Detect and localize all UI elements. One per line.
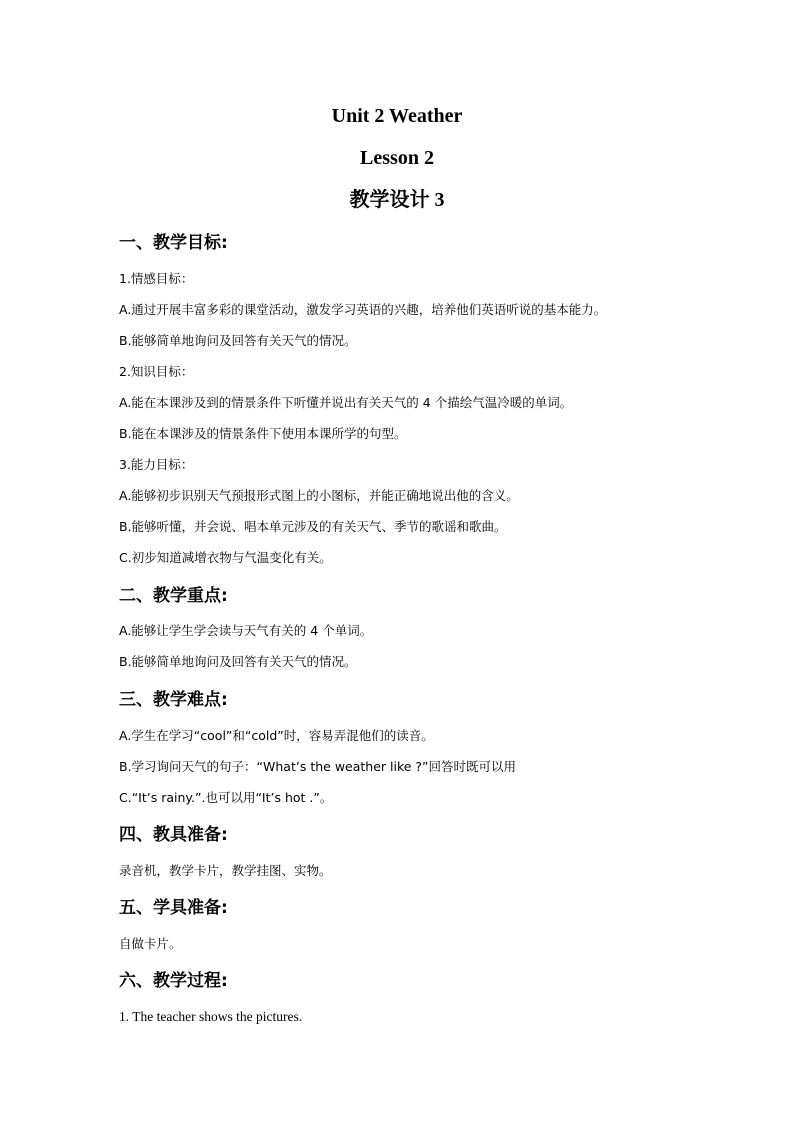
objective-line: C.初步知道减增衣物与气温变化有关。 [119, 550, 332, 565]
lesson-title: Lesson 2 [360, 147, 434, 169]
objective-line: 3.能力目标： [119, 457, 194, 472]
objective-line: B.能够简单地询问及回答有关天气的情况。 [119, 333, 357, 348]
objective-line: B.能够听懂，并会说、唱本单元涉及的有关天气、季节的歌谣和歌曲。 [119, 519, 507, 534]
section-heading-learning-aids: 五、学具准备: [119, 898, 228, 918]
section-heading-objectives: 一、教学目标: [119, 233, 228, 253]
section-heading-key-points: 二、教学重点: [119, 586, 228, 606]
difficulty-line: B.学习询问天气的句子：“What’s the weather like ?”回答时既可以用 [119, 759, 517, 774]
design-title: 教学设计 3 [349, 189, 445, 211]
objective-line: B.能在本课涉及的情景条件下使用本课所学的句型。 [119, 426, 407, 441]
unit-title: Unit 2 Weather [331, 105, 463, 127]
difficulty-line: A.学生在学习“cool”和“cold”时，容易弄混他们的读音。 [119, 728, 434, 743]
key-point-line: A.能够让学生学会读与天气有关的 4 个单词。 [119, 623, 373, 638]
procedure-line: 1. The teacher shows the pictures. [119, 1009, 303, 1024]
learning-aids-line: 自做卡片。 [119, 936, 182, 951]
objective-line: 1.情感目标： [119, 271, 194, 286]
objective-line: A.通过开展丰富多彩的课堂活动，激发学习英语的兴趣，培养他们英语听说的基本能力。 [119, 302, 607, 317]
teaching-aids-line: 录音机，教学卡片，教学挂图、实物。 [119, 863, 332, 878]
section-heading-teaching-aids: 四、教具准备: [119, 825, 228, 845]
key-point-line: B.能够简单地询问及回答有关天气的情况。 [119, 654, 357, 669]
difficulty-line: C.“It’s rainy.”.也可以用“It’s hot .”。 [119, 790, 333, 805]
objective-line: A.能够初步识别天气预报形式图上的小图标，并能正确地说出他的含义。 [119, 488, 519, 503]
objective-line: 2.知识目标： [119, 364, 194, 379]
section-heading-procedure: 六、教学过程: [119, 971, 228, 991]
section-heading-difficulties: 三、教学难点: [119, 690, 228, 710]
objective-line: A.能在本课涉及到的情景条件下听懂并说出有关天气的 4 个描绘气温冷暖的单词。 [119, 395, 573, 410]
